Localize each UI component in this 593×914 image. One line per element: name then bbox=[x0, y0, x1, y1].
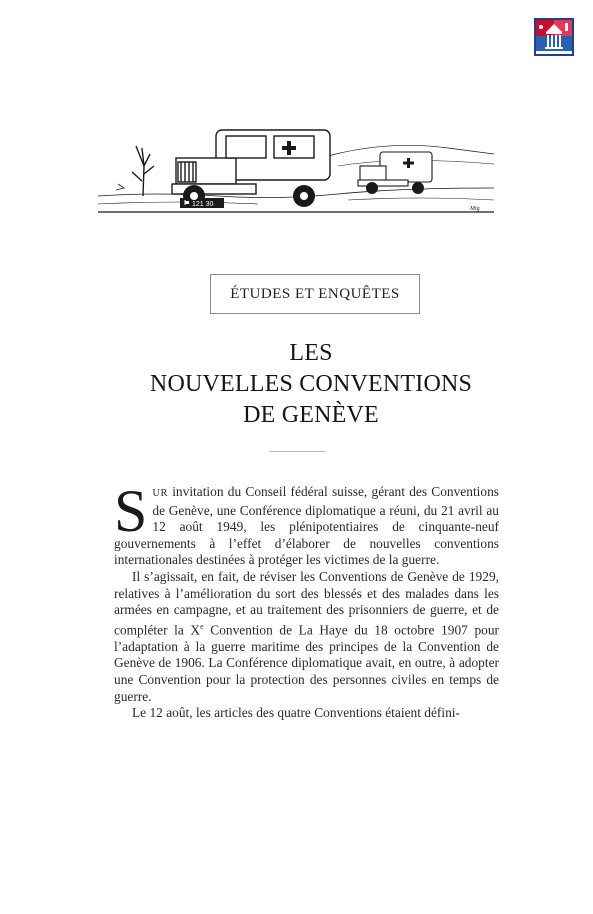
plate-number: 121 30 bbox=[192, 201, 214, 208]
title-line-1: LES bbox=[289, 340, 333, 366]
paragraph-2-text-b: Convention de La Haye du 18 octobre 1907 pour l’adaptation à la guerre maritime des principes de la Convention de Genève de 1906. La Conférence diplomatique avait, en outre, à adopter une Convention pour la protection des personnes civiles en temps de guerre. bbox=[114, 622, 499, 704]
library-logo-icon bbox=[534, 18, 574, 56]
title-line-3: DE GENÈVE bbox=[243, 402, 379, 428]
ambulance-illustration bbox=[98, 126, 494, 216]
paragraph-3 bbox=[114, 705, 499, 722]
small-caps-lead: UR bbox=[152, 488, 168, 499]
title-divider bbox=[269, 451, 325, 452]
section-label bbox=[210, 274, 420, 314]
paragraph-2 bbox=[114, 569, 499, 705]
artist-signature: Mig bbox=[470, 206, 480, 212]
title-line-2: NOUVELLES CONVENTIONS bbox=[149, 371, 473, 397]
drop-cap: S bbox=[114, 478, 148, 544]
paragraph-1-text: invitation du Conseil fédéral suisse, gérant des Conventions de Genève, une Conférence diplomatique a réuni, du 21 avril au 12 août 1949, les plénipotentiaires de cinquante-neuf gouvernements à l’effet d’élaborer de nouvelles conventions internationales destinées à protéger les victimes de la guerre. bbox=[114, 484, 499, 568]
superscript: e bbox=[200, 621, 204, 631]
paragraph-3-text: Le 12 août, les articles des quatre Conventions étaient défini- bbox=[132, 705, 460, 721]
article-title bbox=[60, 338, 562, 431]
article-body bbox=[114, 478, 499, 722]
paragraph-2-text-a: Il s’agissait, en fait, de réviser les Conventions de Genève de 1929, relatives à l’amélioration du sort des blessés et des malades dans les armées en campagne, et au traitement des prisonniers de guerre, et de compléter la X bbox=[114, 568, 499, 638]
paragraph-1 bbox=[114, 478, 499, 569]
section-label-text: ÉTUDES ET ENQUÊTES bbox=[230, 285, 400, 302]
